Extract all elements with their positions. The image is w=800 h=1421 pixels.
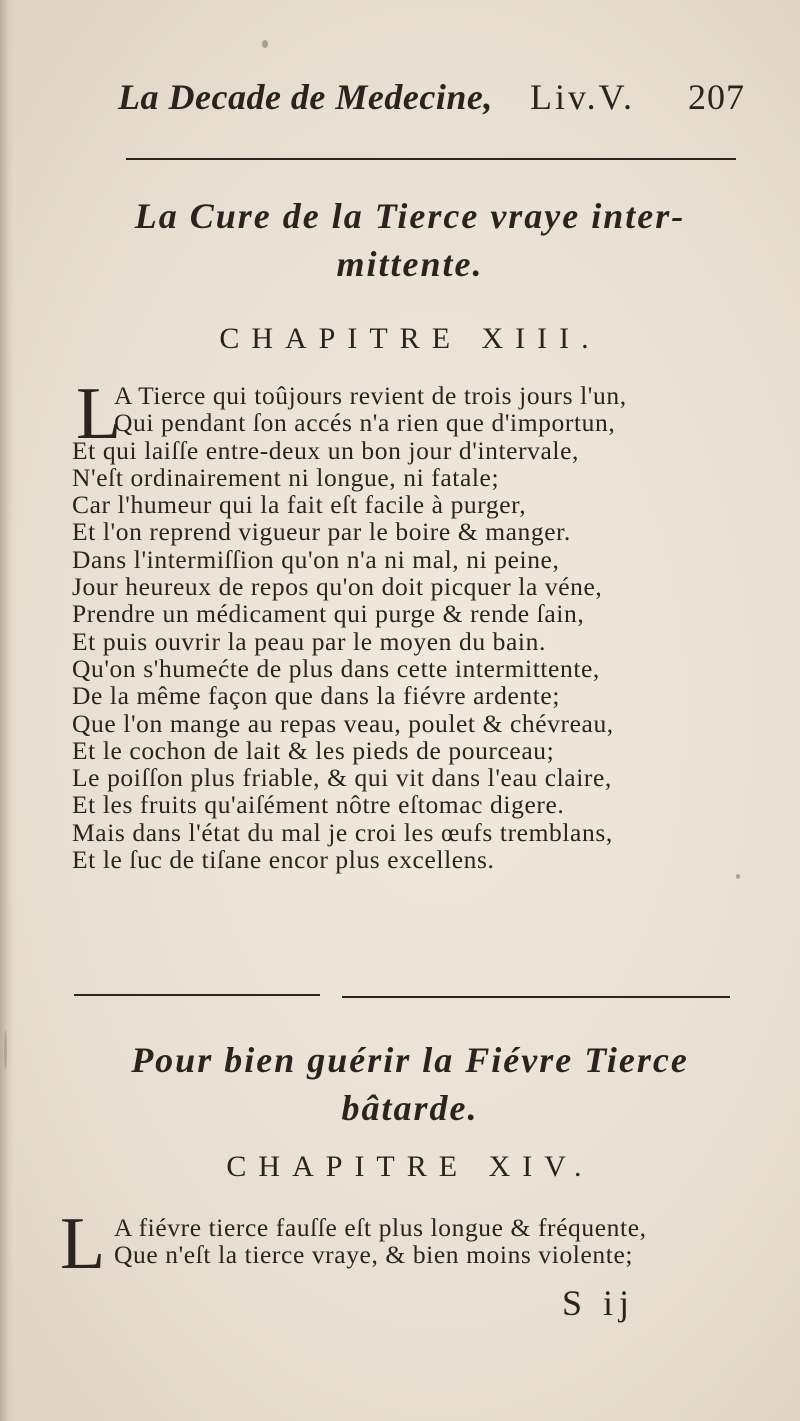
verse-line: Et les fruits qu'aiſément nôtre eſtomac digere. xyxy=(72,790,565,820)
chapter-heading-xiv: CHAPITRE XIV. xyxy=(226,1150,594,1183)
verse-line: A Tierce qui toûjours revient de trois jours l'un, xyxy=(114,381,627,410)
running-head-book: Liv.V. xyxy=(530,77,636,117)
running-head xyxy=(118,76,758,126)
drop-cap-initial: L xyxy=(60,1203,106,1285)
verse-line: Jour heureux de repos qu'on doit picquer la véne, xyxy=(72,572,603,602)
section-title-line-2: bâtarde. xyxy=(341,1088,479,1128)
verse-line: Que n'eſt la tierce vraye, & bien moins violente; xyxy=(114,1240,634,1270)
section-divider-left xyxy=(74,994,320,996)
page-gutter-shadow xyxy=(0,0,14,1421)
verse-line: Que l'on mange au repas veau, poulet & chévreau, xyxy=(72,708,614,738)
paper-speck xyxy=(4,1030,7,1070)
section-title-line-1: Pour bien guérir la Fiévre Tierce xyxy=(131,1040,689,1080)
verse-line: Car l'humeur qui la fait eſt facile à purger, xyxy=(72,490,527,520)
section-title-tierce-vraye xyxy=(90,192,730,288)
running-head-title: La Decade de Medecine, xyxy=(118,77,493,117)
verse-line: Le poiſſon plus friable, & qui vit dans l'eau claire, xyxy=(72,763,612,793)
verse-line: Et qui laiſſe entre-deux un bon jour d'intervale, xyxy=(72,435,580,465)
verse-line: Prendre un médicament qui purge & rende ſain, xyxy=(72,599,585,629)
chapter-heading-xiii: CHAPITRE XIII. xyxy=(219,322,601,355)
verse-line: Mais dans l'état du mal je croi les œufs tremblans, xyxy=(72,817,613,847)
drop-cap-initial: L xyxy=(76,373,122,455)
verse-line: A fiévre tierce fauſſe eſt plus longue & fréquente, xyxy=(114,1213,647,1242)
section-divider-right xyxy=(342,996,730,998)
verse-line: Qu'on s'humećte de plus dans cette intermittente, xyxy=(72,653,600,683)
verse-line: N'eſt ordinairement ni longue, ni fatale; xyxy=(72,462,500,492)
verse-line: Qui pendant ſon accés n'a rien que d'importun, xyxy=(114,408,616,438)
verse-block-chapter-xiii xyxy=(72,373,752,875)
verse-line: Et puis ouvrir la peau par le moyen du bain. xyxy=(72,626,546,656)
verse-line: De la même façon que dans la fiévre ardente; xyxy=(72,681,561,711)
paper-speck xyxy=(736,874,740,879)
verse-line: Et le cochon de lait & les pieds de pourceau; xyxy=(72,735,555,765)
section-title-line-2: mittente. xyxy=(336,244,484,284)
verse-block-chapter-xiv xyxy=(72,1214,752,1269)
section-title-tierce-batarde xyxy=(90,1036,730,1132)
paper-speck xyxy=(262,40,268,48)
verse-line: Dans l'intermiſſion qu'on n'a ni mal, ni peine, xyxy=(72,544,560,574)
verse-line: Et l'on reprend vigueur par le boire & manger. xyxy=(72,517,571,547)
page-number: 207 xyxy=(688,77,745,117)
section-title-line-1: La Cure de la Tierce vraye inter- xyxy=(134,196,686,236)
verse-line: Et le ſuc de tiſane encor plus excellens. xyxy=(72,845,495,875)
header-rule xyxy=(126,158,736,160)
signature-mark: S ij xyxy=(562,1283,636,1323)
